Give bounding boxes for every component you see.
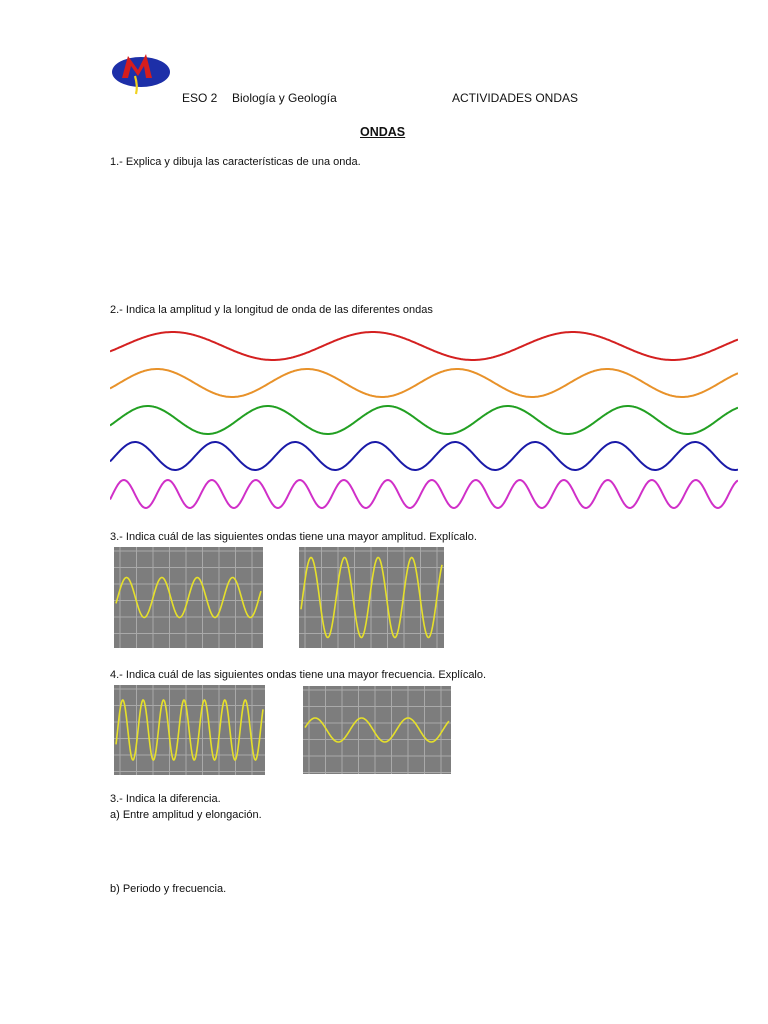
scope-grid: [303, 686, 451, 774]
question-2: 2.- Indica la amplitud y la longitud de onda de las diferentes ondas: [110, 304, 433, 316]
scope-screen: [299, 547, 444, 648]
scope-screen: [114, 685, 265, 775]
wave-green: [110, 406, 738, 434]
page-title: ONDAS: [360, 125, 406, 139]
activity-title: ACTIVIDADES ONDAS: [452, 91, 579, 105]
sub-item-b: b) Periodo y frecuencia.: [110, 883, 227, 895]
scope-grid: [299, 547, 444, 648]
oscilloscope-high-frequency: [114, 685, 265, 775]
subject-label: Biología y Geología: [232, 91, 337, 105]
school-logo: [108, 48, 174, 98]
wave-magenta: [110, 480, 738, 508]
course-label: ESO 2: [182, 91, 218, 105]
oscilloscope-low-frequency: [303, 686, 451, 774]
oscilloscope-low-amplitude: [114, 547, 263, 648]
scope-screen: [303, 686, 451, 774]
wave-orange: [110, 369, 738, 397]
question-1: 1.- Explica y dibuja las características de una onda.: [110, 156, 361, 168]
oscilloscope-high-amplitude: [299, 547, 444, 648]
wave-red: [110, 332, 738, 360]
question-5: 3.- Indica la diferencia.: [110, 793, 221, 805]
question-3: 3.- Indica cuál de las siguientes ondas tiene una mayor amplitud. Explícalo.: [110, 531, 477, 543]
wave-blue: [110, 442, 738, 470]
sub-item-a: a) Entre amplitud y elongación.: [110, 809, 262, 821]
scope-screen: [114, 547, 263, 648]
question-4: 4.- Indica cuál de las siguientes ondas tiene una mayor frecuencia. Explícalo.: [110, 669, 487, 681]
scope-trace: [116, 700, 263, 760]
scope-trace: [305, 718, 449, 742]
colored-waves-figure: [110, 325, 738, 515]
